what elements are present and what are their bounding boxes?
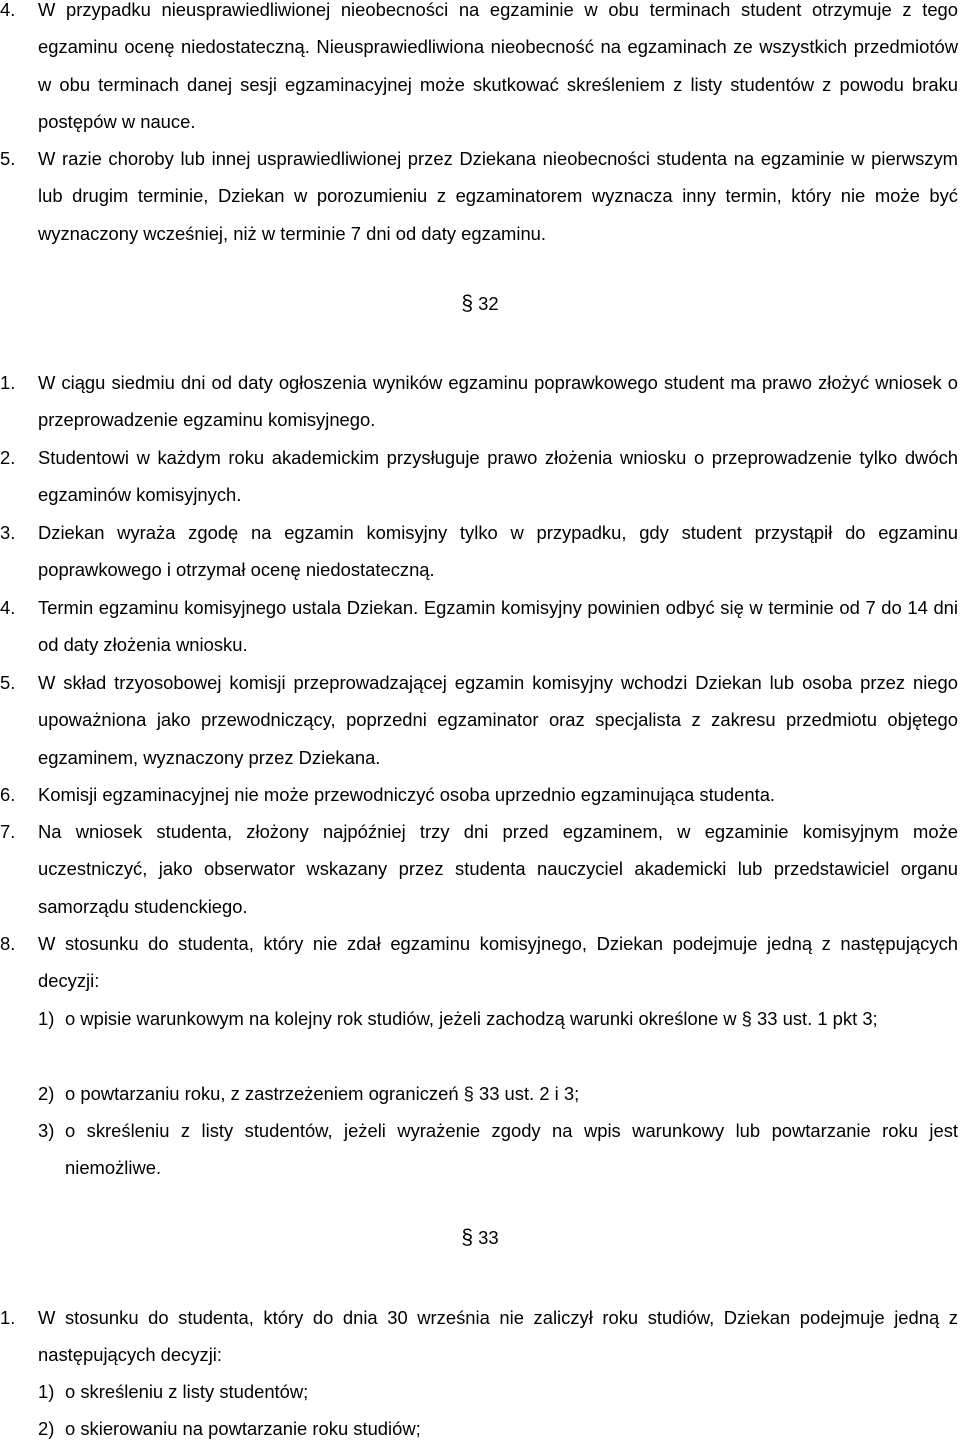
paragraph-item-5 bbox=[0, 140, 958, 252]
section32-item-3 bbox=[0, 514, 958, 589]
subitem-number: 2) bbox=[38, 1083, 55, 1104]
section32-item-2 bbox=[0, 439, 958, 514]
item-number: 3. bbox=[0, 522, 16, 543]
item-text: W stosunku do studenta, który nie zdał egzaminu komisyjnego, Dziekan podejmuje jedną z następujących decyzji: bbox=[38, 933, 958, 992]
section32-item-1 bbox=[0, 364, 958, 439]
subitem-number: 1) bbox=[38, 1008, 55, 1029]
section-heading-32 bbox=[0, 292, 960, 316]
section32-item-4 bbox=[0, 589, 958, 664]
subitem-number: 1) bbox=[38, 1381, 55, 1402]
subitem-number: 2) bbox=[38, 1418, 55, 1439]
subitem-text: o powtarzaniu roku, z zastrzeżeniem ograniczeń § 33 ust. 2 i 3; bbox=[65, 1083, 580, 1104]
section-symbol: § bbox=[461, 1226, 474, 1249]
item-text: Komisji egzaminacyjnej nie może przewodniczyć osoba uprzednio egzaminująca studenta. bbox=[38, 784, 776, 805]
section32-subitem-2 bbox=[38, 1075, 958, 1112]
item-text: W stosunku do studenta, który do dnia 30 września nie zaliczył roku studiów, Dziekan podejmuje jedną z następujących decyzji: bbox=[38, 1307, 958, 1366]
item-text: W ciągu siedmiu dni od daty ogłoszenia wyników egzaminu poprawkowego student ma prawo złożyć wniosek o przeprowadzenie egzaminu komisyjnego. bbox=[38, 372, 958, 431]
item-number: 8. bbox=[0, 933, 16, 954]
section33-subitem-2 bbox=[38, 1410, 958, 1447]
item-number: 1. bbox=[0, 1307, 16, 1328]
item-number: 2. bbox=[0, 447, 16, 468]
item-number: 5. bbox=[0, 148, 16, 169]
section32-subitem-1 bbox=[38, 1000, 958, 1037]
item-number: 1. bbox=[0, 372, 16, 393]
section-number: 32 bbox=[478, 293, 499, 314]
subitem-text: o skreśleniu z listy studentów; bbox=[65, 1381, 309, 1402]
section32-item-6 bbox=[0, 776, 958, 813]
section-heading-33 bbox=[0, 1226, 960, 1250]
section-symbol: § bbox=[461, 292, 474, 315]
section32-item-5 bbox=[0, 664, 958, 776]
item-text: W przypadku nieusprawiedliwionej nieobecności na egzaminie w obu terminach student otrzymuje z tego egzaminu ocenę niedostateczną. Nieusprawiedliwiona nieobecność na egzaminach ze wszystkich przedmiotów w obu terminach danej sesji egzaminacyjnej może skutkować skreśleniem z listy studentów z powodu braku postępów w nauce. bbox=[38, 0, 958, 132]
section-number: 33 bbox=[478, 1227, 499, 1248]
item-text: Studentowi w każdym roku akademickim przysługuje prawo złożenia wniosku o przeprowadzenie tylko dwóch egzaminów komisyjnych. bbox=[38, 447, 958, 506]
item-number: 6. bbox=[0, 784, 16, 805]
section32-item-7 bbox=[0, 813, 958, 925]
item-number: 4. bbox=[0, 597, 16, 618]
item-text: W razie choroby lub innej usprawiedliwionej przez Dziekana nieobecności studenta na egzaminie w pierwszym lub drugim terminie, Dziekan w porozumieniu z egzaminatorem wyznacza inny termin, który nie może być wyznaczony wcześniej, niż w terminie 7 dni od daty egzaminu. bbox=[38, 148, 958, 244]
section32-subitem-3 bbox=[38, 1112, 958, 1187]
section32-item-8 bbox=[0, 925, 958, 1000]
item-text: Termin egzaminu komisyjnego ustala Dziekan. Egzamin komisyjny powinien odbyć się w terminie od 7 do 14 dni od daty złożenia wniosku. bbox=[38, 597, 958, 656]
paragraph-item-4 bbox=[0, 0, 958, 140]
section33-subitem-1 bbox=[38, 1373, 958, 1410]
subitem-text: o skierowaniu na powtarzanie roku studiów; bbox=[65, 1418, 421, 1439]
subitem-text: o skreśleniu z listy studentów, jeżeli wyrażenie zgody na wpis warunkowy lub powtarzanie roku jest niemożliwe. bbox=[65, 1120, 958, 1179]
item-text: Dziekan wyraża zgodę na egzamin komisyjny tylko w przypadku, gdy student przystąpił do egzaminu poprawkowego i otrzymał ocenę niedostateczną. bbox=[38, 522, 958, 581]
item-text: Na wniosek studenta, złożony najpóźniej trzy dni przed egzaminem, w egzaminie komisyjnym może uczestniczyć, jako obserwator wskazany przez studenta nauczyciel akademicki lub przedstawiciel organu samorządu studenckiego. bbox=[38, 821, 958, 917]
item-number: 5. bbox=[0, 672, 16, 693]
item-number: 7. bbox=[0, 821, 16, 842]
subitem-number: 3) bbox=[38, 1120, 55, 1141]
item-text: W skład trzyosobowej komisji przeprowadzającej egzamin komisyjny wchodzi Dziekan lub osoba przez niego upoważniona jako przewodniczący, poprzedni egzaminator oraz specjalista z zakresu przedmiotu objętego egzaminem, wyznaczony przez Dziekana. bbox=[38, 672, 958, 768]
subitem-text: o wpisie warunkowym na kolejny rok studiów, jeżeli zachodzą warunki określone w § 33 ust. 1 pkt 3; bbox=[65, 1008, 878, 1029]
section33-item-1 bbox=[0, 1299, 958, 1374]
item-number: 4. bbox=[0, 0, 16, 20]
